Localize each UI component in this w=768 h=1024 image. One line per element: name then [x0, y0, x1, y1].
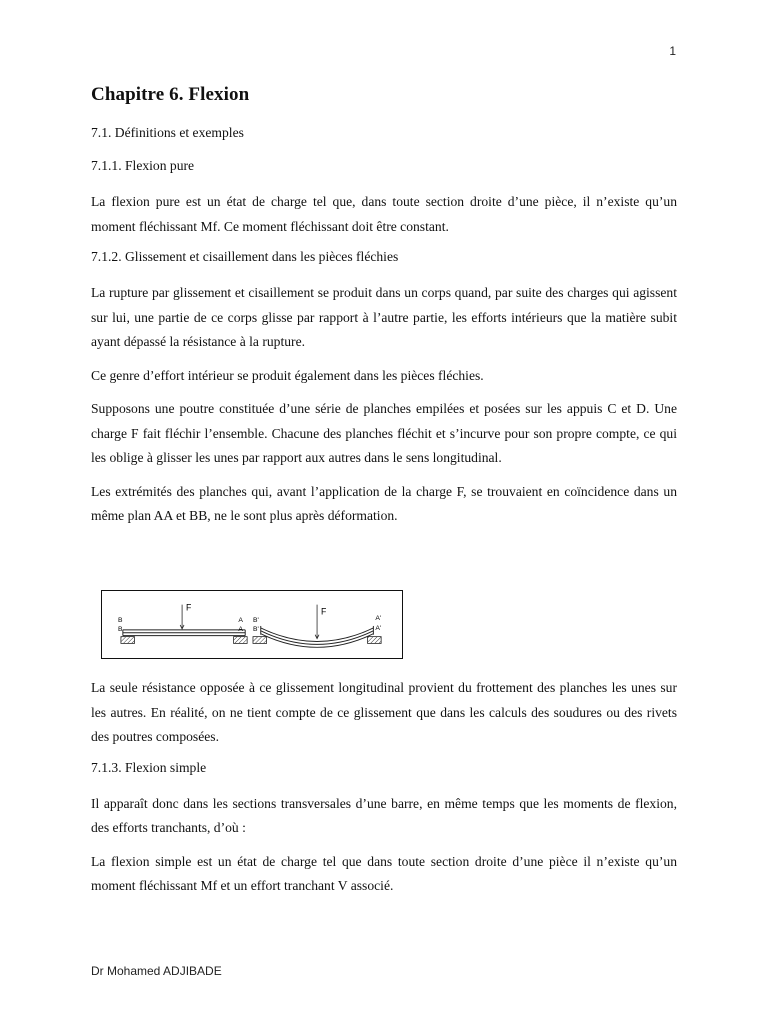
deformed-beam — [253, 605, 381, 648]
label-a2-right: A' — [375, 624, 382, 632]
footer-author: Dr Mohamed ADJIBADE — [91, 964, 222, 978]
paragraph-genre: Ce genre d’effort intérieur se produit également dans les pièces fléchies. — [91, 367, 484, 383]
paragraph-apparait: Il apparaît donc dans les sections transversales d’une barre, en même temps que les moments de flexion, des efforts tranchants, d’où : — [91, 795, 677, 835]
label-b2-left: B — [118, 625, 123, 633]
label-b1-left: B — [118, 617, 123, 625]
label-a2-left: A — [238, 625, 243, 633]
support-left-d — [234, 637, 248, 644]
page-content — [91, 84, 677, 538]
label-f-left: F — [185, 602, 192, 613]
section-heading-7-1-2: 7.1.2. Glissement et cisaillement dans les pièces fléchies — [91, 249, 399, 264]
label-a1-left: A — [238, 617, 243, 625]
paragraph-seule: La seule résistance opposée à ce glissement longitudinal provient du frottement des planches les unes sur les autres. En réalité, on ne tient compte de ce glissement que dans les calculs des soudures ou des rivets des poutres composées. — [91, 680, 677, 744]
undeformed-beam — [118, 602, 247, 643]
beam-diagram — [102, 591, 402, 658]
paragraph-rupture: La rupture par glissement et cisaillement se produit dans un corps quand, par suite des charges qui agissent sur lui, une partie de ce corps glisse par rapport à l’autre partie, les efforts intérieurs que la matière subit ayant dépassé la résistance à la rupture. — [91, 285, 677, 349]
beam-deformation-figure — [101, 590, 403, 659]
section-heading-7-1-3: 7.1.3. Flexion simple — [91, 759, 207, 775]
paragraph-flexion-pure: La flexion pure est un état de charge tel que, dans toute section droite d’une pièce, il n’existe qu’un moment fléchissant Mf. Ce moment fléchissant doit être constant. — [91, 194, 677, 234]
paragraph-supposons: Supposons une poutre constituée d’une série de planches empilées et posées sur les appuis C et D. Une charge F fait fléchir l’ensemble. Chacune des planches fléchit et s’incurve pour son propre compte, ce qui les oblige à glisser les unes par rapport aux autres dans le sens longitudinal. — [91, 401, 677, 465]
chapter-title: Chapitre 6. Flexion — [91, 84, 250, 105]
section-heading-7-1-1: 7.1.1. Flexion pure — [91, 158, 195, 173]
page-content-lower — [91, 676, 677, 908]
label-b2-right: B' — [252, 625, 259, 633]
label-b1-right: B' — [252, 617, 259, 625]
label-a1-right: A' — [375, 615, 382, 623]
page-number: 1 — [669, 44, 676, 58]
support-right-c — [253, 637, 267, 644]
paragraph-flexion-simple: La flexion simple est un état de charge tel que dans toute section droite d’une pièce il n’existe qu’un moment fléchissant Mf et un effort tranchant V associé. — [91, 853, 677, 893]
paragraph-extremites: Les extrémités des planches qui, avant l’application de la charge F, se trouvaient en coïncidence dans un même plan AA et BB, ne le sont plus après déformation. — [91, 483, 677, 523]
support-left-c — [121, 637, 135, 644]
label-f-right: F — [320, 606, 327, 617]
section-heading-7-1: 7.1. Définitions et exemples — [91, 125, 244, 140]
support-right-d — [368, 637, 382, 644]
